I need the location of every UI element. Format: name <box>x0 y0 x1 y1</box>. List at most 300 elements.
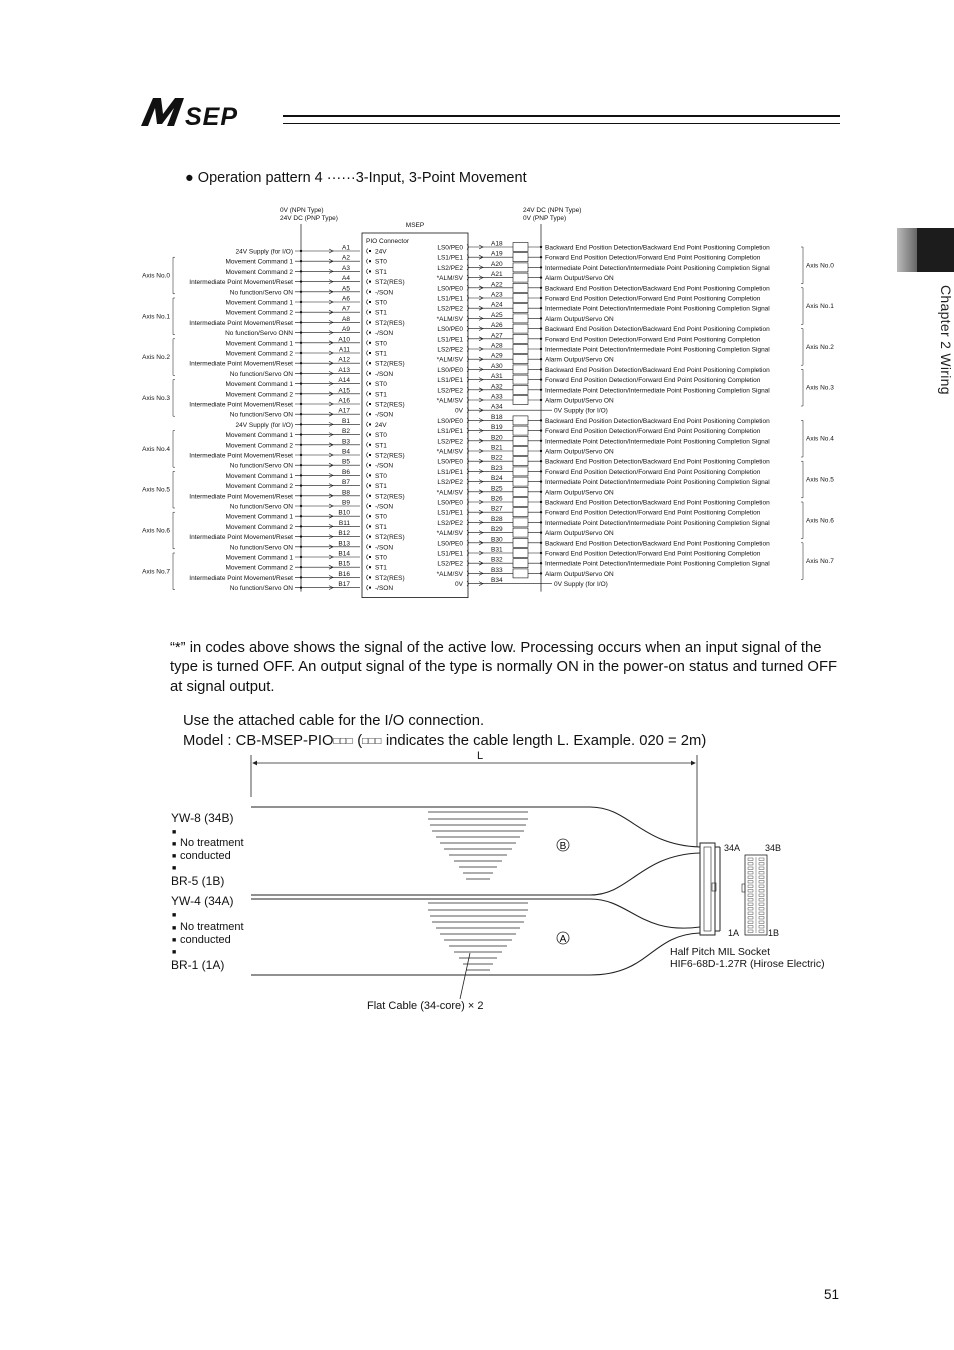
output-junction <box>540 429 542 431</box>
output-junction <box>540 317 542 319</box>
input-signal: ST2(RES) <box>375 319 405 327</box>
pin-label-1a: 1A <box>728 928 740 938</box>
input-signal: -/SON <box>375 330 394 338</box>
top-wire-fan <box>428 812 528 879</box>
connector-pin <box>748 930 753 933</box>
bullet-dot: ■ <box>172 829 177 836</box>
input-pin: B7 <box>342 479 350 487</box>
input-pin: A13 <box>338 366 350 374</box>
input-pin: B13 <box>338 540 350 548</box>
output-label: Intermediate Point Detection/Intermediate Point Positioning Completion Signal <box>545 264 770 272</box>
input-signal: -/SON <box>375 370 394 378</box>
output-signal: LS0/PE0 <box>437 540 463 548</box>
output-junction <box>540 501 542 503</box>
input-connector-mark <box>367 300 369 305</box>
output-signal: LS2/PE2 <box>437 387 463 395</box>
input-label: No function/Servo ON <box>229 585 293 593</box>
input-connector-mark <box>367 575 369 580</box>
axis-label-left: Axis No.5 <box>142 486 170 494</box>
treatment-note-bottom-1: No treatment <box>180 921 244 933</box>
axis-bracket-right <box>801 369 803 406</box>
input-junction <box>300 403 302 405</box>
input-contact <box>369 332 371 334</box>
input-junction <box>300 433 302 435</box>
model-prefix: Model : CB-MSEP-PIO <box>183 732 334 749</box>
output-label: Forward End Position Detection/Forward End Point Positioning Completion <box>545 509 761 517</box>
output-signal: LS2/PE2 <box>437 305 463 313</box>
connector-title: PIO Connector <box>366 238 409 245</box>
axis-label-right: Axis No.7 <box>806 558 834 566</box>
input-junction <box>300 505 302 507</box>
input-pin: A17 <box>338 407 350 415</box>
input-pin: B15 <box>338 560 350 568</box>
input-signal: ST0 <box>375 472 387 480</box>
input-junction <box>300 515 302 517</box>
input-signal: ST1 <box>375 442 387 450</box>
load-box <box>513 436 528 445</box>
input-connector-mark <box>367 463 369 468</box>
output-signal: LS0/PE0 <box>437 285 463 293</box>
connector-pin <box>748 926 753 929</box>
input-connector-mark <box>367 402 369 407</box>
connector-pin <box>748 917 753 920</box>
input-pin: B14 <box>338 550 350 558</box>
load-box <box>513 487 528 496</box>
wire-label-br1: BR-1 (1A) <box>171 958 225 972</box>
input-pin: A10 <box>338 336 350 344</box>
output-signal: LS0/PE0 <box>437 458 463 466</box>
output-junction <box>540 521 542 523</box>
axis-bracket-right <box>801 420 803 457</box>
input-pin: A16 <box>338 397 350 405</box>
input-label: 24V Supply (for I/O) <box>235 421 293 429</box>
output-label: Backward End Position Detection/Backward End Point Positioning Completion <box>545 458 770 466</box>
input-pin: A6 <box>342 295 350 303</box>
cable-instructions <box>183 712 706 751</box>
axis-bracket-left <box>173 431 175 468</box>
output-junction <box>540 256 542 258</box>
input-junction <box>300 413 302 415</box>
input-junction <box>300 270 302 272</box>
output-label: Backward End Position Detection/Backward End Point Positioning Completion <box>545 326 770 334</box>
input-signal: ST2(RES) <box>375 534 405 542</box>
connector-pin <box>759 917 764 920</box>
input-connector-mark <box>367 351 369 356</box>
input-connector-mark <box>367 585 369 590</box>
output-signal: LS0/PE0 <box>437 366 463 374</box>
circle-label-a <box>557 932 569 945</box>
input-signal: 24V <box>375 248 387 256</box>
load-box <box>513 324 528 333</box>
load-box <box>513 263 528 272</box>
input-contact <box>369 372 371 374</box>
input-signal: ST1 <box>375 523 387 531</box>
input-connector-mark <box>367 483 369 488</box>
input-contact <box>369 393 371 395</box>
left-supply-label: 0V (NPN Type) <box>280 207 324 214</box>
input-label: No function/Servo ON <box>229 544 293 552</box>
input-pin: A5 <box>342 285 350 293</box>
bullet-dot: ■ <box>172 925 177 932</box>
input-junction <box>300 464 302 466</box>
output-label: Backward End Position Detection/Backward End Point Positioning Completion <box>545 244 770 252</box>
input-connector-mark <box>367 534 369 539</box>
input-contact <box>369 260 371 262</box>
input-label: Movement Command 2 <box>225 268 293 276</box>
input-pin: A2 <box>342 254 350 262</box>
input-connector-mark <box>367 422 369 427</box>
input-connector-mark <box>367 555 369 560</box>
output-label: Alarm Output/Servo ON <box>545 489 614 497</box>
axis-bracket-right <box>801 461 803 498</box>
load-box <box>513 549 528 558</box>
output-signal: *ALM/SV <box>436 530 463 538</box>
output-label: Alarm Output/Servo ON <box>545 315 614 323</box>
output-junction <box>540 552 542 554</box>
input-label: Movement Command 1 <box>225 554 293 562</box>
axis-label-left: Axis No.3 <box>142 394 170 402</box>
input-junction <box>300 352 302 354</box>
input-signal: ST2(RES) <box>375 401 405 409</box>
input-label: Intermediate Point Movement/Reset <box>189 574 293 582</box>
output-signal: LS2/PE2 <box>437 264 463 272</box>
input-junction <box>300 566 302 568</box>
input-pin: A8 <box>342 315 350 323</box>
input-signal: ST1 <box>375 350 387 358</box>
input-label: 24V Supply (for I/O) <box>235 248 293 256</box>
bullet-dot: ■ <box>172 853 177 860</box>
output-pin: A28 <box>491 342 503 350</box>
output-pin: A34 <box>491 403 503 411</box>
output-pin: B27 <box>491 505 503 513</box>
connector-pin <box>748 912 753 915</box>
output-pin: B28 <box>491 515 503 523</box>
output-label: Forward End Position Detection/Forward End Point Positioning Completion <box>545 377 761 385</box>
input-junction <box>300 586 302 588</box>
load-box <box>513 396 528 405</box>
chapter-tab-gradient <box>897 228 917 272</box>
connector-pin <box>759 872 764 875</box>
connector-pin <box>759 926 764 929</box>
axis-bracket-right <box>801 288 803 325</box>
input-contact <box>369 250 371 252</box>
output-label: Intermediate Point Detection/Intermediate Point Positioning Completion Signal <box>545 479 770 487</box>
right-supply-label: 24V DC (NPN Type) <box>523 207 582 214</box>
load-box <box>513 477 528 486</box>
connector-pin <box>748 872 753 875</box>
input-pin: B4 <box>342 448 350 456</box>
input-signal: ST0 <box>375 554 387 562</box>
output-label: Forward End Position Detection/Forward End Point Positioning Completion <box>545 468 761 476</box>
axis-bracket-right <box>801 543 803 580</box>
cable-instruction-line: Use the attached cable for the I/O connection. <box>183 713 485 729</box>
connector-pin <box>748 894 753 897</box>
input-label: No function/Servo ON <box>229 411 293 419</box>
connector-pin <box>759 912 764 915</box>
svg-text:A: A <box>559 934 567 945</box>
output-pin: B26 <box>491 495 503 503</box>
input-label: Movement Command 1 <box>225 432 293 440</box>
input-signal: -/SON <box>375 289 394 297</box>
output-label: Intermediate Point Detection/Intermediate Point Positioning Completion Signal <box>545 305 770 313</box>
input-signal: ST1 <box>375 309 387 317</box>
output-pin: A22 <box>491 281 503 289</box>
load-box <box>513 559 528 568</box>
bullet-dot: ■ <box>172 865 177 872</box>
output-junction <box>540 246 542 248</box>
output-pin: B34 <box>491 577 503 585</box>
input-pin: B3 <box>342 438 350 446</box>
input-signal: -/SON <box>375 462 394 470</box>
input-signal: -/SON <box>375 544 394 552</box>
input-label: Movement Command 2 <box>225 442 293 450</box>
load-box <box>513 518 528 527</box>
connector-pin <box>759 876 764 879</box>
input-connector-mark <box>367 524 369 529</box>
input-contact <box>369 291 371 293</box>
model-suffix: indicates the cable length L. Example. 020 = 2m) <box>381 732 707 749</box>
output-pin: A23 <box>491 291 503 299</box>
input-connector-mark <box>367 544 369 549</box>
load-box <box>513 355 528 364</box>
connector-pin <box>748 921 753 924</box>
svg-text:B: B <box>559 841 567 852</box>
input-label: Intermediate Point Movement/Reset <box>189 493 293 501</box>
axis-label-left: Axis No.2 <box>142 354 170 362</box>
input-contact <box>369 434 371 436</box>
output-signal: *ALM/SV <box>436 448 463 456</box>
output-signal: LS0/PE0 <box>437 417 463 425</box>
axis-label-right: Axis No.4 <box>806 435 834 443</box>
bullet-dot: ■ <box>172 841 177 848</box>
wiring-diagram <box>130 200 842 610</box>
model-squares-paren: □□□ <box>362 735 382 747</box>
connector-pin <box>759 885 764 888</box>
input-signal: ST2(RES) <box>375 279 405 287</box>
input-label: Movement Command 2 <box>225 309 293 317</box>
input-pin: A15 <box>338 387 350 395</box>
output-signal: LS1/PE1 <box>437 468 463 476</box>
input-junction <box>300 291 302 293</box>
output-signal: *ALM/SV <box>436 489 463 497</box>
input-pin: B16 <box>338 570 350 578</box>
input-junction <box>300 260 302 262</box>
output-label: Backward End Position Detection/Backward End Point Positioning Completion <box>545 499 770 507</box>
load-box <box>513 569 528 578</box>
load-box <box>513 467 528 476</box>
output-pin: B20 <box>491 434 503 442</box>
input-label: Movement Command 2 <box>225 483 293 491</box>
input-signal: ST0 <box>375 432 387 440</box>
output-signal: LS2/PE2 <box>437 346 463 354</box>
output-junction <box>540 419 542 421</box>
output-signal: *ALM/SV <box>436 315 463 323</box>
output-junction <box>540 266 542 268</box>
output-signal: LS2/PE2 <box>437 519 463 527</box>
output-label: Alarm Output/Servo ON <box>545 275 614 283</box>
axis-bracket-left <box>173 339 175 376</box>
input-connector-mark <box>367 279 369 284</box>
bullet-dot: ■ <box>172 912 177 919</box>
output-junction <box>540 470 542 472</box>
input-contact <box>369 495 371 497</box>
input-contact <box>369 383 371 385</box>
load-box <box>513 538 528 547</box>
axis-bracket-right <box>801 329 803 366</box>
axis-label-right: Axis No.1 <box>806 303 834 311</box>
input-pin: B5 <box>342 458 350 466</box>
input-contact <box>369 474 371 476</box>
load-box <box>513 457 528 466</box>
output-label: Alarm Output/Servo ON <box>545 448 614 456</box>
connector-pin <box>759 881 764 884</box>
load-box <box>513 508 528 517</box>
connector-pin <box>748 890 753 893</box>
input-connector-mark <box>367 412 369 417</box>
output-label: Intermediate Point Detection/Intermediate Point Positioning Completion Signal <box>545 560 770 568</box>
input-contact <box>369 485 371 487</box>
input-contact <box>369 321 371 323</box>
treatment-note-bottom-2: conducted <box>180 934 231 946</box>
input-junction <box>300 372 302 374</box>
connector-pin <box>748 858 753 861</box>
axis-bracket-left <box>173 553 175 590</box>
connector-pin <box>748 903 753 906</box>
model-squares: □□□ <box>333 735 354 747</box>
input-label: Intermediate Point Movement/Reset <box>189 319 293 327</box>
output-pin: B33 <box>491 566 503 574</box>
input-junction <box>300 474 302 476</box>
output-junction <box>540 399 542 401</box>
axis-label-right: Axis No.2 <box>806 343 834 351</box>
input-junction <box>300 556 302 558</box>
input-junction <box>300 444 302 446</box>
flat-cable-label: Flat Cable (34-core) × 2 <box>367 1000 484 1012</box>
connector-pin <box>759 863 764 866</box>
connector-pin <box>759 890 764 893</box>
output-signal: LS0/PE0 <box>437 499 463 507</box>
output-junction <box>540 450 542 452</box>
axis-bracket-left <box>173 298 175 335</box>
connector-pin <box>748 876 753 879</box>
output-pin: A29 <box>491 352 503 360</box>
output-label: Forward End Position Detection/Forward End Point Positioning Completion <box>545 428 761 436</box>
load-box <box>513 498 528 507</box>
output-pin: B30 <box>491 536 503 544</box>
input-junction <box>300 535 302 537</box>
output-signal: LS1/PE1 <box>437 295 463 303</box>
input-junction <box>300 301 302 303</box>
output-signal: LS1/PE1 <box>437 377 463 385</box>
top-flat-cable <box>251 807 700 895</box>
input-signal: ST1 <box>375 564 387 572</box>
load-box <box>513 375 528 384</box>
input-junction <box>300 454 302 456</box>
input-contact <box>369 423 371 425</box>
input-signal: ST1 <box>375 483 387 491</box>
output-pin: A31 <box>491 373 503 381</box>
input-signal: ST0 <box>375 513 387 521</box>
input-junction <box>300 321 302 323</box>
input-contact <box>369 464 371 466</box>
input-connector-mark <box>367 310 369 315</box>
axis-label-right: Axis No.3 <box>806 384 834 392</box>
output-pin: B22 <box>491 454 503 462</box>
bullet-dot: ■ <box>172 937 177 944</box>
output-signal: *ALM/SV <box>436 275 463 283</box>
input-junction <box>300 423 302 425</box>
output-label: Backward End Position Detection/Backward End Point Positioning Completion <box>545 366 770 374</box>
input-pin: A14 <box>338 377 350 385</box>
connector-pin <box>748 899 753 902</box>
axis-bracket-right <box>801 247 803 284</box>
input-signal: ST2(RES) <box>375 452 405 460</box>
input-contact <box>369 536 371 538</box>
wire-label-yw4: YW-4 (34A) <box>171 894 234 908</box>
length-dimension <box>251 755 697 847</box>
input-pin: A12 <box>338 356 350 364</box>
input-junction <box>300 250 302 252</box>
output-junction <box>540 389 542 391</box>
load-box <box>513 304 528 313</box>
output-pin: B25 <box>491 485 503 493</box>
input-contact <box>369 515 371 517</box>
input-signal: ST2(RES) <box>375 574 405 582</box>
input-contact <box>369 444 371 446</box>
axis-label-right: Axis No.6 <box>806 517 834 525</box>
output-pin: B18 <box>491 413 503 421</box>
load-box <box>513 243 528 252</box>
output-label: Backward End Position Detection/Backward End Point Positioning Completion <box>545 417 770 425</box>
input-junction <box>300 525 302 527</box>
load-box <box>513 447 528 456</box>
socket-part-number: HIF6-68D-1.27R (Hirose Electric) <box>670 958 825 970</box>
axis-label-left: Axis No.6 <box>142 527 170 535</box>
load-box <box>513 416 528 425</box>
input-connector-mark <box>367 320 369 325</box>
output-junction <box>540 480 542 482</box>
input-label: No function/Servo ON <box>229 370 293 378</box>
output-label: Intermediate Point Detection/Intermediate Point Positioning Completion Signal <box>545 387 770 395</box>
bottom-wire-fan <box>428 903 528 970</box>
output-pin: B31 <box>491 546 503 554</box>
input-contact <box>369 556 371 558</box>
load-box <box>513 528 528 537</box>
output-label: 0V Supply (for I/O) <box>554 581 608 589</box>
input-label: Movement Command 1 <box>225 381 293 389</box>
input-label: Movement Command 2 <box>225 350 293 358</box>
load-box <box>513 426 528 435</box>
input-contact <box>369 352 371 354</box>
input-junction <box>300 342 302 344</box>
output-junction <box>540 327 542 329</box>
axis-label-right: Axis No.5 <box>806 476 834 484</box>
input-contact <box>369 281 371 283</box>
input-signal: ST0 <box>375 381 387 389</box>
input-contact <box>369 505 371 507</box>
output-pin: A21 <box>491 271 503 279</box>
axis-bracket-left <box>173 471 175 508</box>
pin-label-34b: 34B <box>765 843 782 853</box>
connector-pin <box>748 863 753 866</box>
output-label: Backward End Position Detection/Backward End Point Positioning Completion <box>545 540 770 548</box>
output-label: Alarm Output/Servo ON <box>545 397 614 405</box>
header-rule <box>283 115 840 124</box>
load-box <box>513 345 528 354</box>
input-junction <box>300 495 302 497</box>
output-label: Alarm Output/Servo ON <box>545 356 614 364</box>
output-label: Forward End Position Detection/Forward End Point Positioning Completion <box>545 336 761 344</box>
